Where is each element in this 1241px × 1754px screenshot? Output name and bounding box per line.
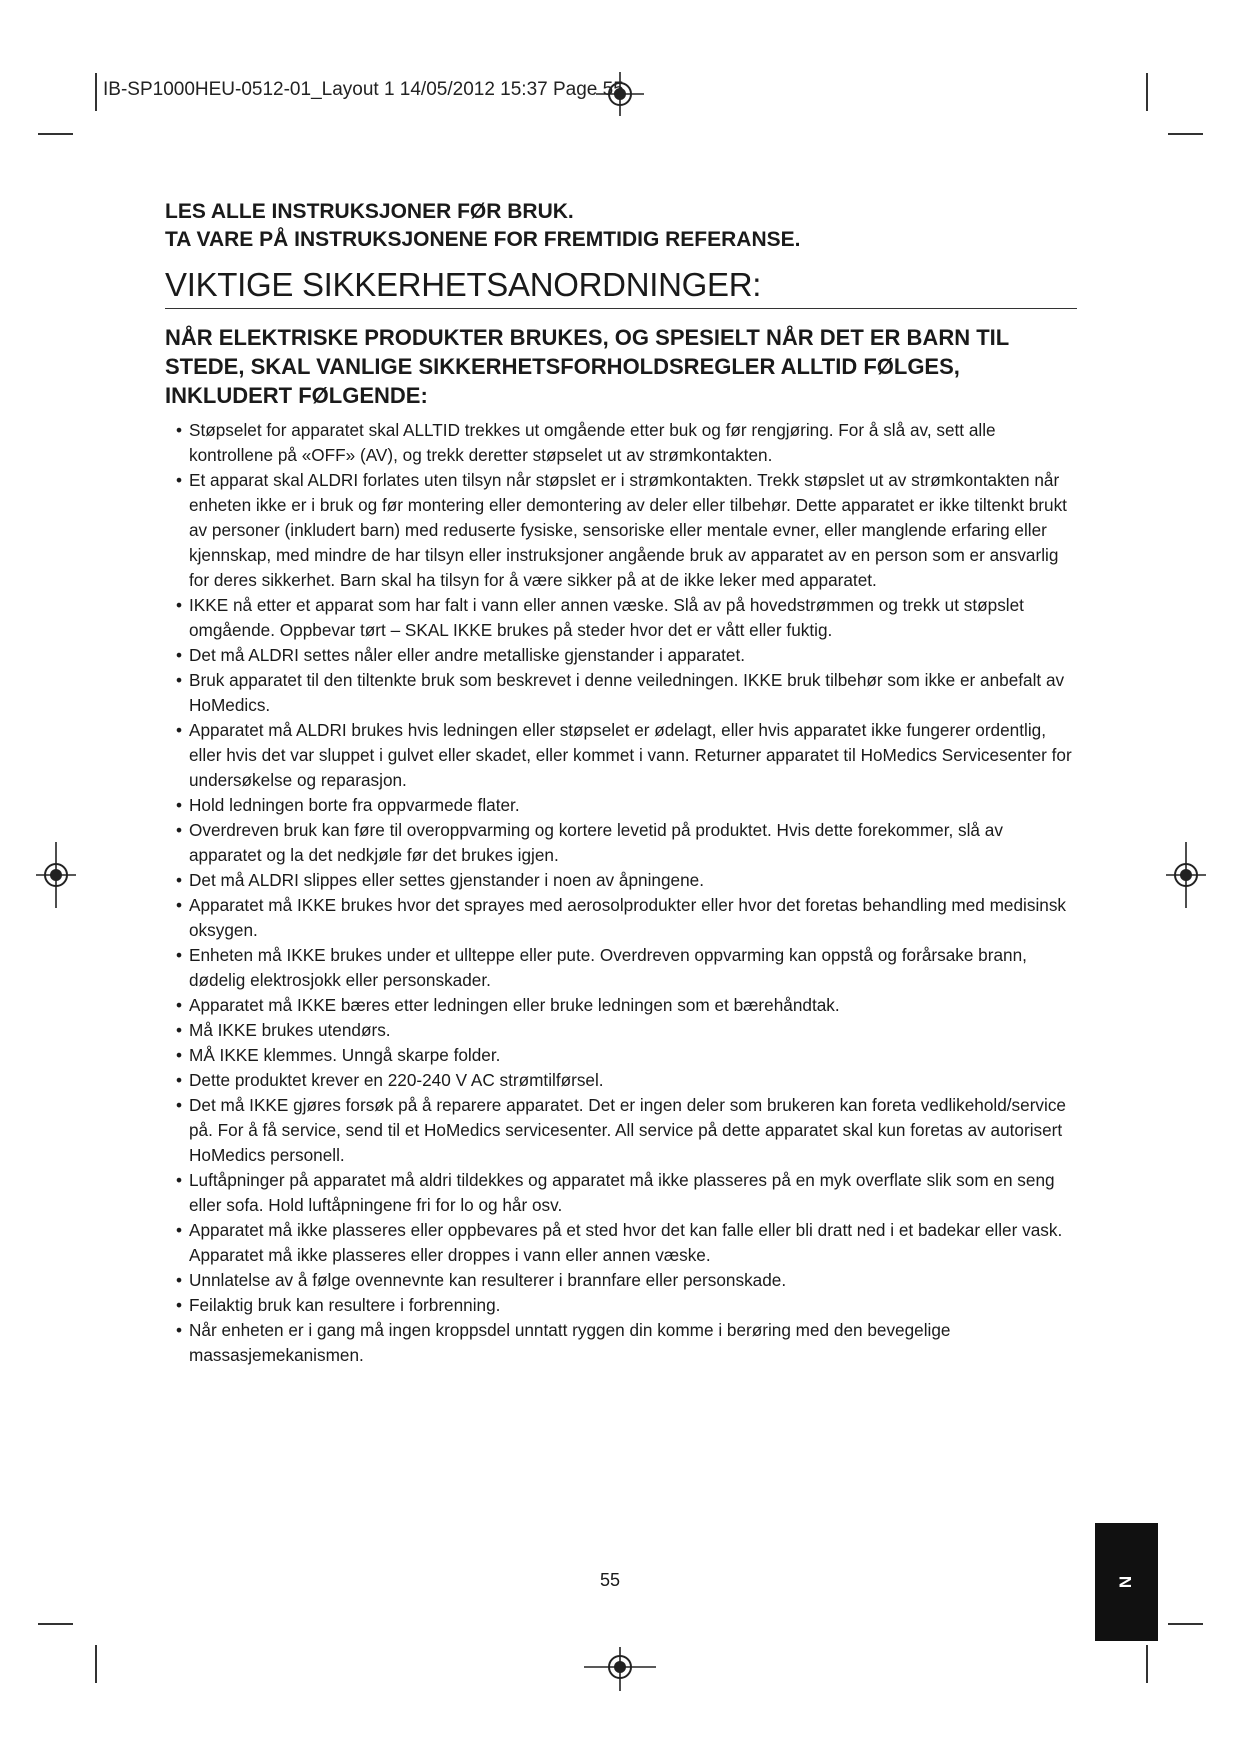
intro-line: TA VARE PÅ INSTRUKSJONENE FOR FREMTIDIG REFERANSE. <box>165 228 801 251</box>
print-slug: IB-SP1000HEU-0512-01_Layout 1 14/05/2012 15:37 Page 55 <box>103 79 624 100</box>
list-item: • Dette produktet krever en 220-240 V AC strømtilførsel. <box>165 1068 1077 1093</box>
intro-line: LES ALLE INSTRUKSJONER FØR BRUK. <box>165 200 574 223</box>
list-item: • Luftåpninger på apparatet må aldri tildekkes og apparatet må ikke plasseres på en myk overflate slik som en seng eller sofa. Hold luftåpningene fri for lo og hår osv. <box>165 1168 1077 1218</box>
language-tab <box>1095 1523 1158 1641</box>
list-item: • Bruk apparatet til den tiltenkte bruk som beskrevet i denne veiledningen. IKKE bruk tilbehør som ikke er anbefalt av HoMedics. <box>165 668 1077 718</box>
crop-mark <box>1168 1623 1203 1625</box>
crop-mark <box>38 133 73 135</box>
list-item: • Feilaktig bruk kan resultere i forbrenning. <box>165 1293 1077 1318</box>
list-item: • Må IKKE brukes utendørs. <box>165 1018 1077 1043</box>
list-item: • MÅ IKKE klemmes. Unngå skarpe folder. <box>165 1043 1077 1068</box>
list-item: • Unnlatelse av å følge ovennevnte kan resulterer i brannfare eller personskade. <box>165 1268 1077 1293</box>
list-item: • Det må ALDRI settes nåler eller andre metalliske gjenstander i apparatet. <box>165 643 1077 668</box>
list-item: • Hold ledningen borte fra oppvarmede flater. <box>165 793 1077 818</box>
page-number: 55 <box>600 1570 621 1590</box>
crop-mark <box>95 73 97 111</box>
list-item: • Enheten må IKKE brukes under et ullteppe eller pute. Overdreven oppvarming kan oppstå og forårsake brann, dødelig elektrosjokk eller personskader. <box>165 943 1077 993</box>
safety-warning: NÅR ELEKTRISKE PRODUKTER BRUKES, OG SPESIELT NÅR DET ER BARN TIL STEDE, SKAL VANLIGE SIKKERHETSFORHOLDSREGLER ALLTID FØLGES, INKLUDERT FØLGENDE: <box>165 325 1009 408</box>
registration-mark-icon <box>584 1643 656 1691</box>
list-item: • Et apparat skal ALDRI forlates uten tilsyn når støpslet er i strømkontakten. Trekk støpslet ut av strømkontakten når enheten ikke er i bruk og før montering eller demontering av deler eller tilbehør. Dette apparatet er ikke tiltenkt brukt av personer (inkludert barn) med reduserte fysiske, sensoriske eller mentale evner, eller manglende erfaring eller kjennskap, med mindre de har tilsyn eller instruksjoner angående bruk av apparatet av en person som er ansvarlig for deres sikkerhet. Barn skal ha tilsyn for å være sikker på at de ikke leker med apparatet. <box>165 468 1077 593</box>
list-item: • Når enheten er i gang må ingen kroppsdel unntatt ryggen din komme i berøring med den bevegelige massasjemekanismen. <box>165 1318 1077 1368</box>
page-content <box>165 198 1077 1368</box>
registration-mark-icon <box>1162 842 1210 908</box>
list-item: • IKKE nå etter et apparat som har falt i vann eller annen væske. Slå av på hovedstrømmen og trekk ut støpslet omgående. Oppbevar tørt – SKAL IKKE brukes på steder hvor det er vått eller fuktig. <box>165 593 1077 643</box>
crop-mark <box>1146 1645 1148 1683</box>
crop-mark <box>1146 73 1148 111</box>
crop-mark <box>1168 133 1203 135</box>
list-item: • Støpselet for apparatet skal ALLTID trekkes ut omgående etter buk og før rengjøring. For å slå av, sett alle kontrollene på «OFF» (AV), og trekk deretter støpselet ut av strømkontakten. <box>165 418 1077 468</box>
list-item: • Apparatet må IKKE bæres etter ledningen eller bruke ledningen som et bærehåndtak. <box>165 993 1077 1018</box>
crop-mark <box>38 1623 73 1625</box>
safety-instructions-list <box>165 418 1077 1368</box>
crop-mark <box>95 1645 97 1683</box>
list-item: • Apparatet må ALDRI brukes hvis ledningen eller støpselet er ødelagt, eller hvis apparatet ikke fungerer ordentlig, eller hvis det var sluppet i gulvet eller skadet, eller kommet i vann. Returner apparatet til HoMedics Servicesenter for undersøkelse og reparasjon. <box>165 718 1077 793</box>
language-tab-label: N <box>1116 1575 1136 1589</box>
page-title: VIKTIGE SIKKERHETSANORDNINGER: <box>165 266 1077 309</box>
list-item: • Apparatet må ikke plasseres eller oppbevares på et sted hvor det kan falle eller bli dratt ned i et badekar eller vask. Apparatet må ikke plasseres eller droppes i vann eller annen væske. <box>165 1218 1077 1268</box>
list-item: • Det må ALDRI slippes eller settes gjenstander i noen av åpningene. <box>165 868 1077 893</box>
list-item: • Overdreven bruk kan føre til overoppvarming og kortere levetid på produktet. Hvis dette forekommer, slå av apparatet og la det nedkjøle før det brukes igjen. <box>165 818 1077 868</box>
list-item: • Apparatet må IKKE brukes hvor det sprayes med aerosolprodukter eller hvor det foretas behandling med medisinsk oksygen. <box>165 893 1077 943</box>
registration-mark-icon <box>32 842 80 908</box>
list-item: • Det må IKKE gjøres forsøk på å reparere apparatet. Det er ingen deler som brukeren kan foreta vedlikehold/service på. For å få service, send til et HoMedics servicesenter. All service på dette apparatet skal kun foretas av autorisert HoMedics personell. <box>165 1093 1077 1168</box>
